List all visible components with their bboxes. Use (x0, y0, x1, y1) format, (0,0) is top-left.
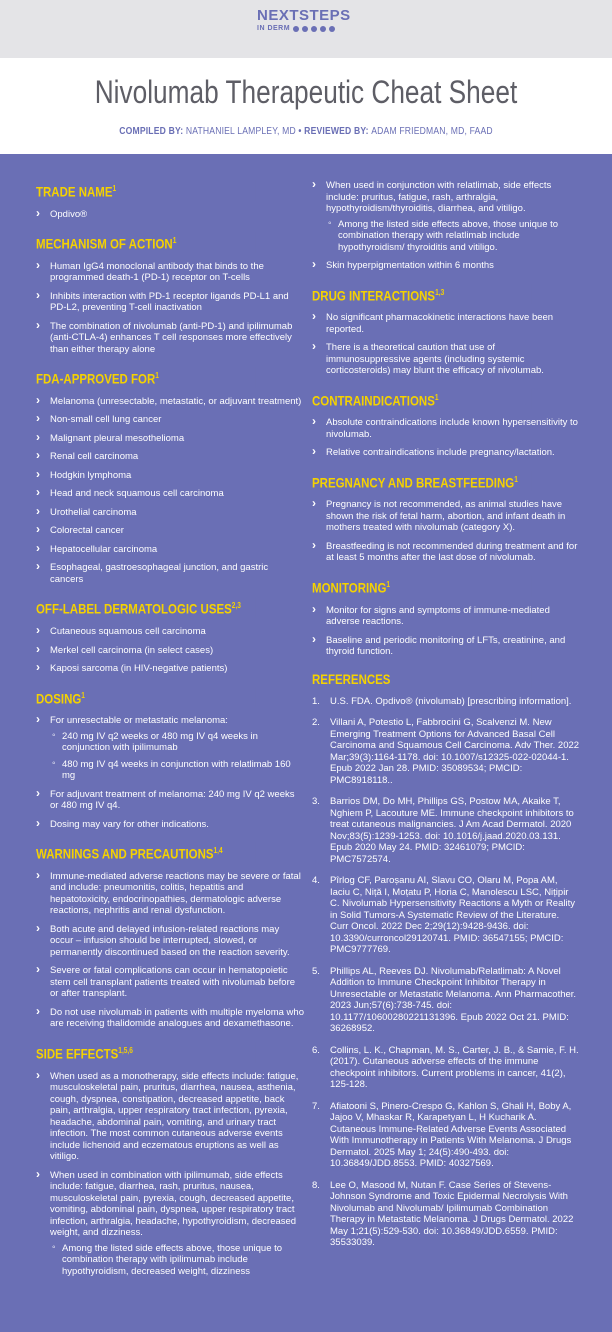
list-item: › Malignant pleural mesothelioma (36, 433, 304, 445)
section-heading: OFF-LABEL DERMATOLOGIC USES$^{2,3}$ (36, 597, 256, 618)
list-item: › Hepatocellular carcinoma (36, 544, 304, 556)
list-item: › Human IgG4 monoclonal antibody that binds to the programmed death-1 (PD-1) receptor on T-cells (36, 261, 304, 284)
list-item: › When used in conjunction with relatlimab, side effects include: pruritus, fatigue, rash, arthralgia, hypothyroidism/thyroiditis, diarrhea, and vitiligo. ◦ Among the listed side effects above, those unique to combination therapy with relatlimab include hypothyroidism/ thyroiditis and vitiligo. (312, 180, 580, 253)
right-column (312, 180, 580, 1261)
credits-separator: • (298, 126, 302, 137)
list-item: › When used as a monotherapy, side effects include: fatigue, musculoskeletal pain, pruritus, diarrhea, nausea, asthenia, cough, dyspnea, constipation, decreased appetite, back pain, arthralgia, upper respiratory tract infection, pyrexia, headache, abdominal pain, vomiting, and urinary tract infection. The most common cutaneous adverse events include lichenoid and eczematous eruptions as well as vitiligo. (36, 1071, 304, 1163)
list-item: › Merkel cell carcinoma (in select cases) (36, 645, 304, 657)
reviewed-label: REVIEWED BY: (304, 126, 369, 137)
list-item: › There is a theoretical caution that use of immunosuppressive agents (including systemic corticosteroids) may blunt the efficacy of nivolumab. (312, 342, 580, 377)
pregnancy-section (312, 471, 580, 564)
monitoring-section (312, 576, 580, 658)
logo-dot-icon (311, 26, 317, 32)
header-bar (0, 0, 612, 58)
references-section (312, 670, 580, 1249)
dosing-section (36, 687, 304, 831)
list-item: › Breastfeeding is not recommended during treatment and for at least 5 months after the last dose of nivolumab. (312, 541, 580, 564)
list-item: › For unresectable or metastatic melanoma: ◦ 240 mg IV q2 weeks or 480 mg IV q4 weeks in conjunction with ipilimumab ◦ 480 mg IV q4 weeks in conjunction with relatlimab 160 mg (36, 715, 304, 782)
logo-dot-icon (329, 26, 335, 32)
section-heading: CONTRAINDICATIONS$^1$ (312, 389, 532, 410)
sub-list-item: ◦ Among the listed side effects above, those unique to combination therapy with ipilimumab include hypothyroidism, decreased weight, dizziness (50, 1243, 304, 1278)
section-heading: MECHANISM OF ACTION$^1$ (36, 232, 256, 253)
reference-item: 7. Afiatooni S, Pinero-Crespo G, Kahlon S, Ghali H, Boby A, Jajoo V, Mhaskar R, Karapetyan L, H Kucharik A. Cutaneous Immune-Related Adverse Events Associated With Immunotherapy in Patients With Melanoma. J Drugs Dermatol. 2025 May 1; 24(5):490-493. doi: 10.36849/JDD.8553. PMID: 40327569. (312, 1100, 572, 1170)
list-item: › Pregnancy is not recommended, as animal studies have shown the risk of fetal harm, abortion, and infant death in mothers treated with nivolumab (category X). (312, 499, 580, 534)
list-item: › Both acute and delayed infusion-related reactions may occur – infusion should be interrupted, slowed, or permanently discontinued based on the reaction severity. (36, 924, 304, 959)
list-item: › Cutaneous squamous cell carcinoma (36, 626, 304, 638)
section-heading: WARNINGS AND PRECAUTIONS$^{1,4}$ (36, 842, 256, 863)
mechanism-section (36, 232, 304, 355)
off-label-section (36, 597, 304, 674)
list-item: › Skin hyperpigmentation within 6 months (312, 260, 580, 272)
list-item: › Head and neck squamous cell carcinoma (36, 488, 304, 500)
list-item: › Renal cell carcinoma (36, 451, 304, 463)
logo-dot-icon (302, 26, 308, 32)
section-heading: FDA-APPROVED FOR$^1$ (36, 367, 256, 388)
logo-subline (257, 25, 357, 32)
list-item: › Relative contraindications include pregnancy/lactation. (312, 447, 580, 459)
credits-line (43, 126, 569, 137)
sub-list-item: ◦ Among the listed side effects above, those unique to combination therapy with relatlimab include hypothyroidism/ thyroiditis and vitiligo. (326, 219, 580, 254)
reference-item: 5. Phillips AL, Reeves DJ. Nivolumab/Relatlimab: A Novel Addition to Immune Checkpoint Inhibitor Therapy in Unresectable or Metastatic Melanoma. Ann Pharmacother. 2023 Jun;57(6):738-745. doi: 10.1177/10600280221131396. Epub 2022 Oct 21. PMID: 36268952. (312, 965, 577, 1035)
reference-item: 6. Collins, L. K., Chapman, M. S., Carter, J. B., & Samie, F. H. (2017). Cutaneous adverse effects of the immune checkpoint inhibitors. Current problems in cancer, 41(2), 125-128. (312, 1044, 579, 1091)
section-heading: MONITORING$^1$ (312, 576, 532, 597)
warnings-section (36, 842, 304, 1030)
list-item: › Kaposi sarcoma (in HIV-negative patients) (36, 663, 304, 675)
list-item: › Immune-mediated adverse reactions may be severe or fatal and include: pneumonitis, colitis, hepatitis and hepatotoxicity, endocrinopathies, dermatologic adverse reactions, nephritis and renal dysfunction. (36, 871, 304, 917)
fda-approved-section (36, 367, 304, 585)
list-item: › Monitor for signs and symptoms of immune-mediated adverse reactions. (312, 605, 580, 628)
list-item: › Colorectal cancer (36, 525, 304, 537)
reference-item: 4. Pîrlog CF, Paroșanu AI, Slavu CO, Olaru M, Popa AM, Iaciu C, Niță I, Moțatu P, Horia C, Manolescu LSC, Nițipir C. Nivolumab Hypersensitivity Reactions a Myth or Reality in Solid Tumors-A Systematic Review of the Literature. Curr Oncol. 2022 Dec 2;29(12):9428-9436. doi: 10.3390/curroncol29120741. PMID: 36547155; PMCID: PMC9777769. (312, 875, 575, 956)
reference-item: 3. Barrios DM, Do MH, Phillips GS, Postow MA, Akaike T, Nghiem P, Lacouture ME. Immune checkpoint inhibitors to treat cutaneous malignancies. J Am Acad Dermatol. 2020 Nov;83(5):1239-1253. doi: 10.1016/j.jaad.2020.03.131. Epub 2020 May 24. PMID: 32461079; PMCID: PMC7572574. (312, 796, 574, 865)
list-item: › Baseline and periodic monitoring of LFTs, creatinine, and thyroid function. (312, 635, 580, 658)
section-heading: DRUG INTERACTIONS$^{1,3}$ (312, 284, 532, 305)
content-panel (0, 154, 612, 1332)
section-heading: DOSING$^1$ (36, 687, 256, 708)
list-item: › Inhibits interaction with PD-1 receptor ligands PD-L1 and PD-L2, preventing T-cell inactivation (36, 291, 304, 314)
side-effects-continued (312, 180, 580, 272)
left-column (36, 180, 304, 1289)
list-item: › Non-small cell lung cancer (36, 414, 304, 426)
sub-list-item: ◦ 480 mg IV q4 weeks in conjunction with relatlimab 160 mg (50, 759, 304, 782)
logo-dot-icon (293, 26, 299, 32)
contraindications-section (312, 389, 580, 459)
section-heading: PREGNANCY AND BREASTFEEDING$^1$ (312, 471, 532, 492)
compiled-name: NATHANIEL LAMPLEY, MD (185, 126, 296, 137)
nextsteps-logo[interactable] (257, 8, 357, 32)
reference-item: 2. Villani A, Potestio L, Fabbrocini G, Scalvenzi M. New Emerging Treatment Options for Advanced Basal Cell Carcinoma and Squamous Cell Carcinoma. Adv Ther. 2022 Mar;39(3):1164-1178. doi: 10.1007/s12325-022-02044-1. Epub 2022 Jan 28. PMID: 35089534; PMCID: PMC8918118.. (312, 717, 580, 786)
trade-name-section (36, 180, 304, 220)
sub-list-item: ◦ 240 mg IV q2 weeks or 480 mg IV q4 weeks in conjunction with ipilimumab (50, 731, 304, 754)
page-title: Nivolumab Therapeutic Cheat Sheet (94, 74, 518, 110)
list-item: › Esophageal, gastroesophageal junction, and gastric cancers (36, 562, 304, 585)
list-item: › When used in combination with ipilimumab, side effects include: fatigue, diarrhea, rash, pruritus, nausea, musculoskeletal pain, pyrexia, cough, decreased appetite, vomiting, abdominal pain, dyspnea, upper respiratory tract infection, arthralgia, headache, hypothyroidism, decreased weight, and dizziness. ◦ Among the listed side effects above, those unique to combination therapy with ipilimumab include hypothyroidism, decreased weight, dizziness (36, 1170, 304, 1278)
list-item: › Dosing may vary for other indications. (36, 819, 304, 831)
side-effects-section (36, 1042, 304, 1277)
list-item: › Do not use nivolumab in patients with multiple myeloma who are receiving thalidomide analogues and dexamethasone. (36, 1007, 304, 1030)
drug-interactions-section (312, 284, 580, 377)
reference-item: 8. Lee O, Masood M, Nutan F. Case Series of Stevens-Johnson Syndrome and Toxic Epidermal Necrolysis With Nivolumab and Nivolumab/ Ipilimumab Combination Therapy in Metastatic Melanoma. J Drugs Dermatol. 2022 May 1;21(5):529-530. doi: 10.36849/JDD.6559. PMID: 35533039. (312, 1179, 574, 1249)
section-heading: SIDE EFFECTS$^{1,5,6}$ (36, 1042, 256, 1063)
list-item: › Melanoma (unresectable, metastatic, or adjuvant treatment) (36, 396, 304, 408)
list-item: › The combination of nivolumab (anti-PD-1) and ipilimumab (anti-CTLA-4) enhances T cell responses more effectively than either therapy alone (36, 321, 304, 356)
compiled-label: COMPILED BY: (119, 126, 184, 137)
list-item: › Urothelial carcinoma (36, 507, 304, 519)
list-item: › For adjuvant treatment of melanoma: 240 mg IV q2 weeks or 480 mg IV q4. (36, 789, 304, 812)
list-item: › Severe or fatal complications can occur in hematopoietic stem cell transplant patients treated with nivolumab before or after transplant. (36, 965, 304, 1000)
section-heading: TRADE NAME$^1$ (36, 180, 256, 201)
logo-dot-icon (320, 26, 326, 32)
logo-subtext: IN DERM (257, 25, 291, 32)
reviewed-name: ADAM FRIEDMAN, MD, FAAD (371, 126, 493, 137)
list-item: › Opdivo® (36, 209, 304, 221)
list-item: › Hodgkin lymphoma (36, 470, 304, 482)
logo-wordmark: NEXTSTEPS (257, 7, 351, 24)
list-item: › No significant pharmacokinetic interactions have been reported. (312, 312, 580, 335)
reference-item: 1. U.S. FDA. Opdivo® (nivolumab) [prescribing information]. (312, 695, 572, 707)
section-heading: REFERENCES (312, 670, 532, 688)
list-item: › Absolute contraindications include known hypersensitivity to nivolumab. (312, 417, 580, 440)
